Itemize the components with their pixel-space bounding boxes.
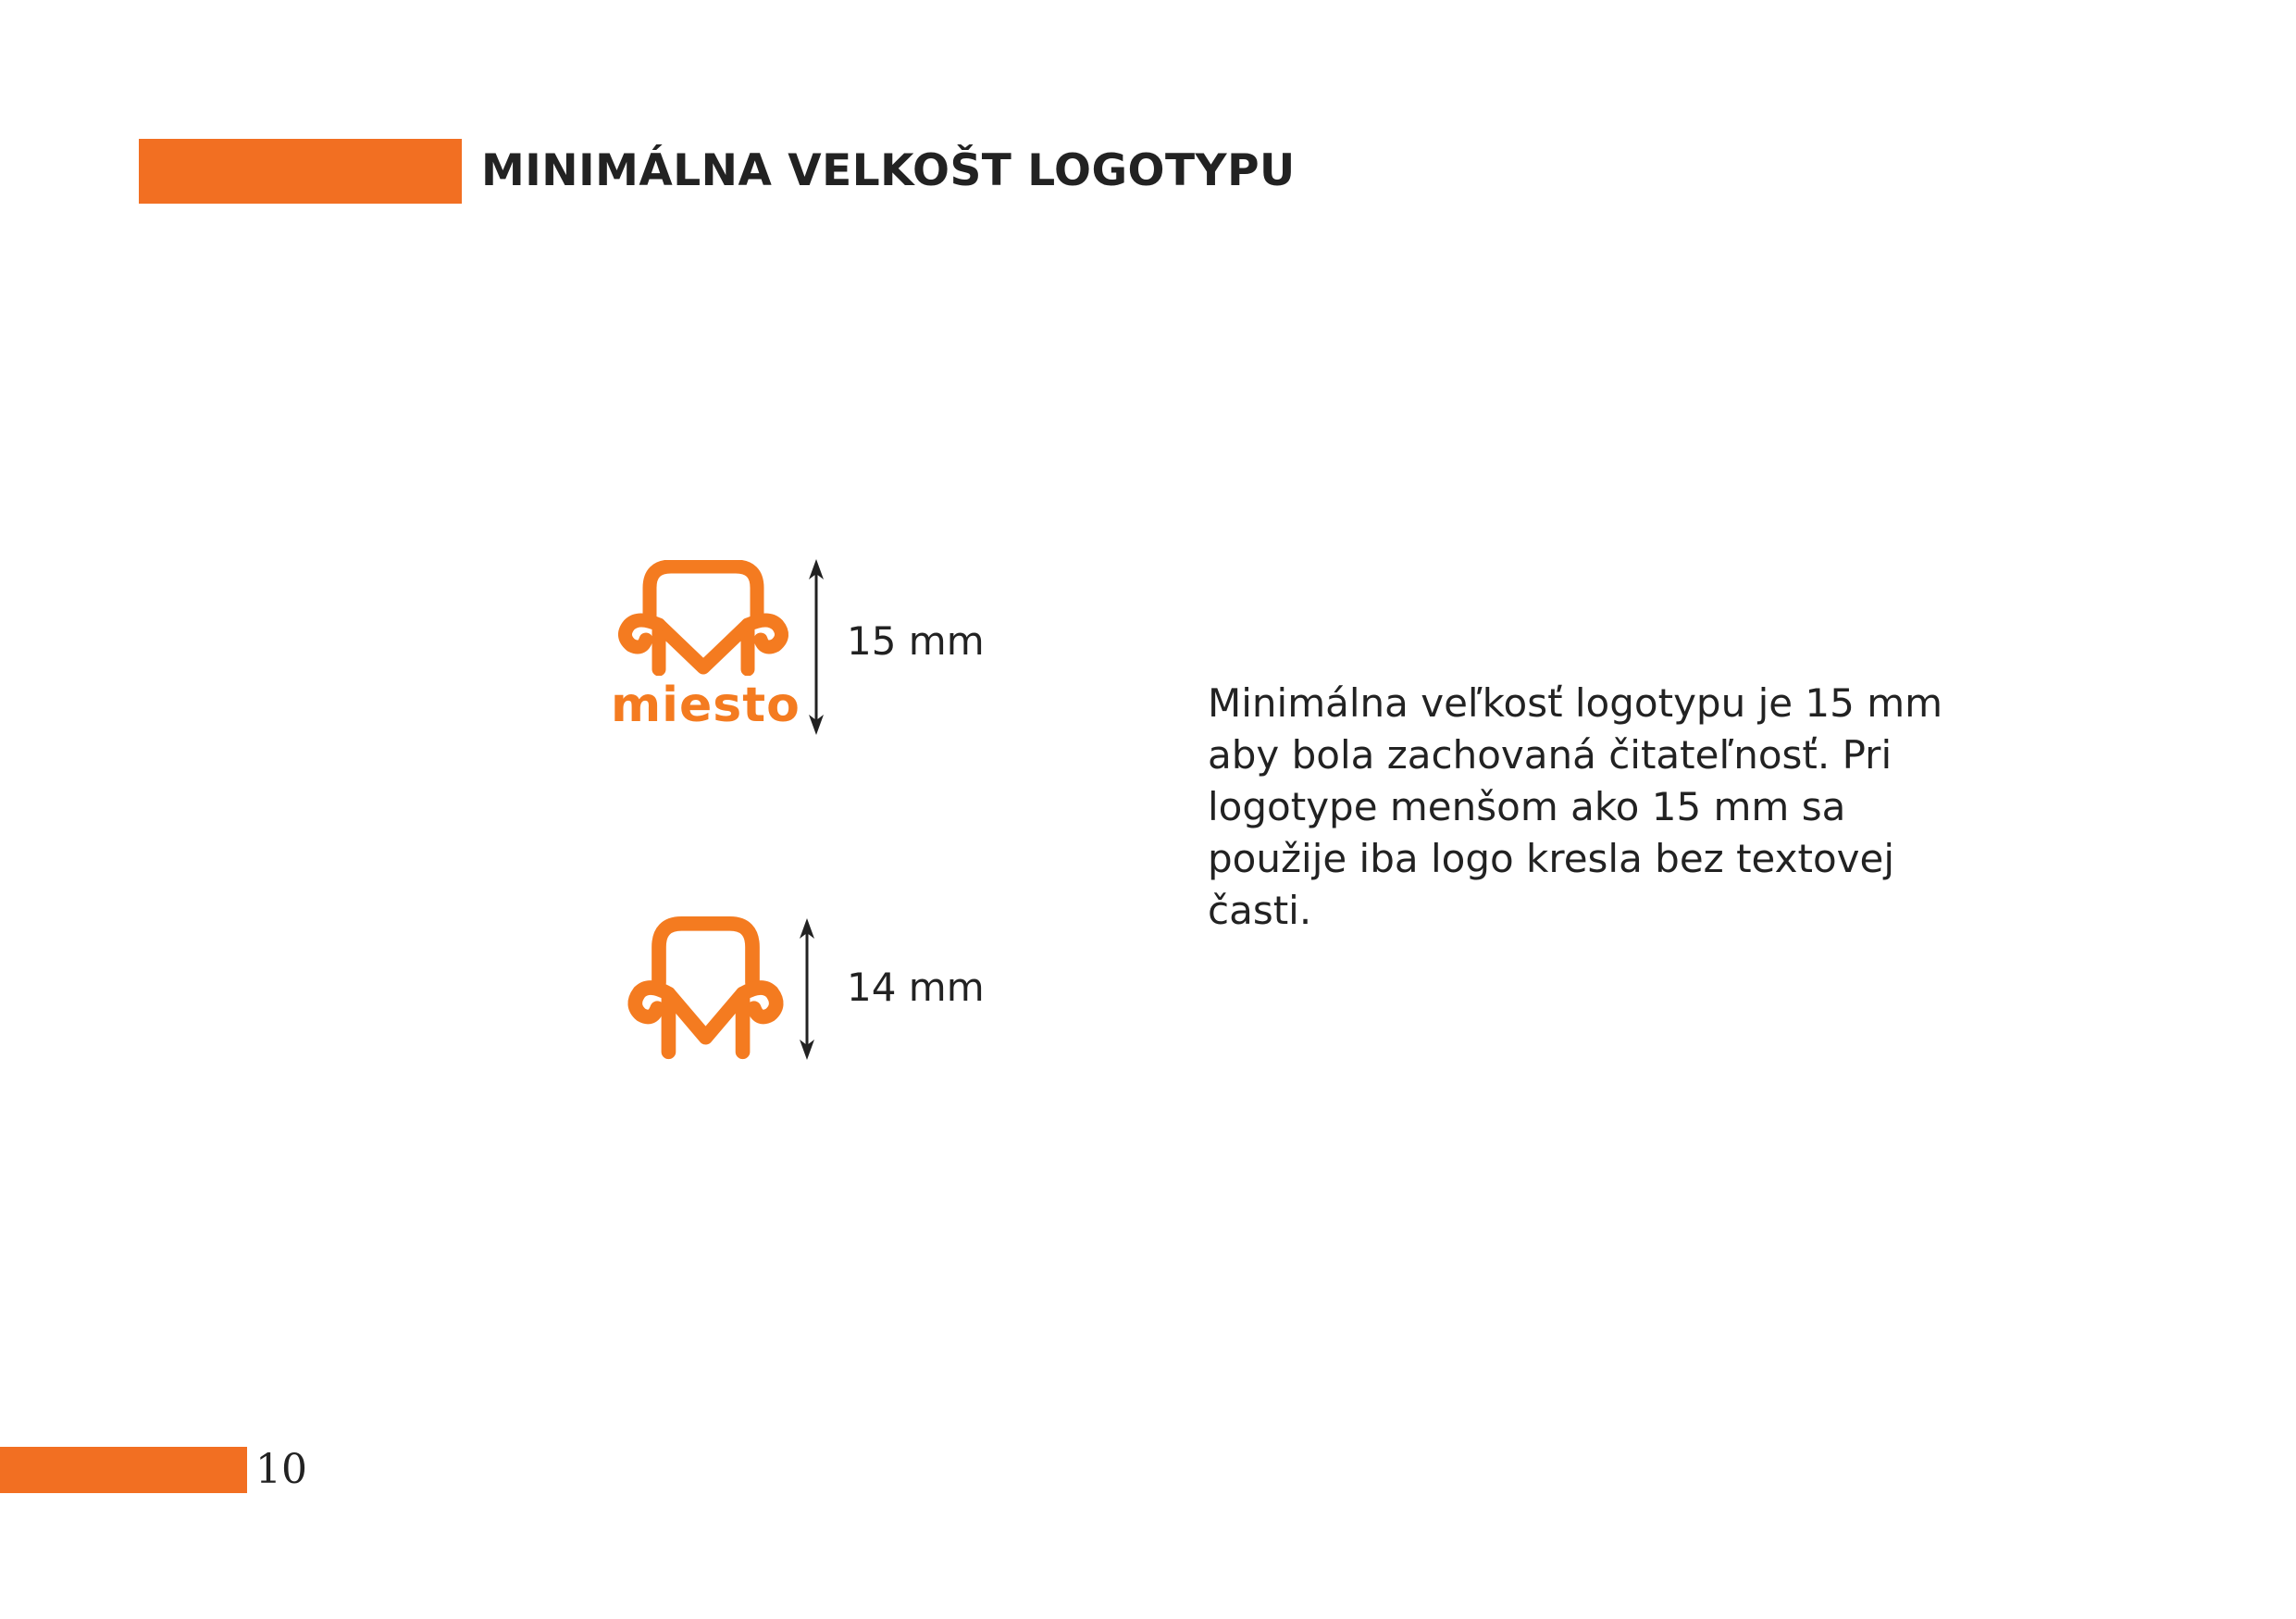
armchair-m-logo-icon — [625, 916, 787, 1060]
double-arrow-vertical-icon — [805, 559, 827, 735]
page-number: 10 — [255, 1446, 307, 1493]
logo-full — [611, 560, 800, 736]
dimension-label-14mm: 14 mm — [847, 965, 985, 1010]
logo-mark-only — [625, 916, 787, 1060]
header-accent-bar — [139, 139, 462, 204]
dimension-label-15mm: 15 mm — [847, 618, 985, 664]
description-text: Minimálna veľkosť logotypu je 15 mm aby bola zachovaná čitateľnosť. Pri logotype menšom ako 15 mm sa použije iba logo kresla bez textovej časti. — [1208, 680, 1943, 933]
footer-accent-bar — [0, 1447, 247, 1493]
double-arrow-vertical-icon — [796, 918, 818, 1060]
page-title: MINIMÁLNA VELKOŠT LOGOTYPU — [481, 145, 1296, 196]
logo-wordmark: miesto — [611, 678, 800, 733]
armchair-m-logo-icon — [611, 560, 796, 676]
